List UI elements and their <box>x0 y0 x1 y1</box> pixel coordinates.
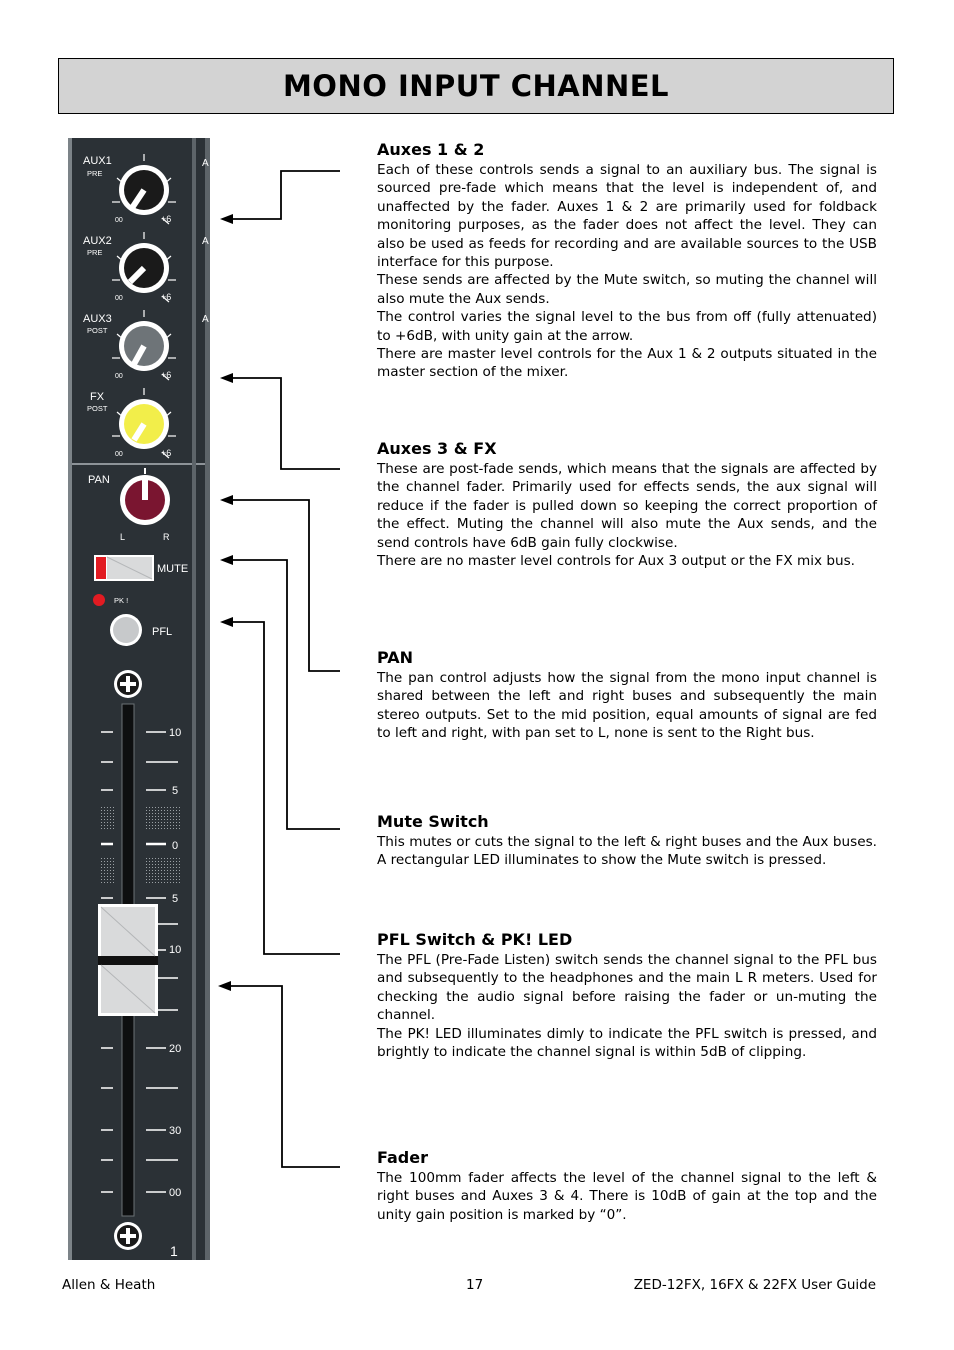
section-pfl-switch <box>377 930 877 1061</box>
pan-left-label: L <box>120 532 126 542</box>
section-paragraph: The 100mm fader affects the level of the channel signal to the left & right buses and Auxes 3 & 4. There is 10dB of gain at the top and the unity gain position is marked by “0”. <box>377 1170 877 1223</box>
section-title: Mute Switch <box>377 812 489 831</box>
footer-page-number: 17 <box>466 1277 484 1293</box>
aux3-min: 00 <box>115 373 123 380</box>
aux1-sub-label: PRE <box>87 169 103 178</box>
fader-scale-label: 10 <box>169 944 182 956</box>
section-title: PAN <box>377 648 414 667</box>
section-title: Auxes 3 & FX <box>377 439 497 458</box>
pk-label: PK ! <box>114 596 129 605</box>
fx-label: FX <box>90 391 105 403</box>
section-title: Fader <box>377 1148 428 1167</box>
aux2-sub-label: PRE <box>87 248 103 257</box>
fx-sub-label: POST <box>87 404 108 413</box>
aux1-label: AUX1 <box>83 155 112 167</box>
section-title: Auxes 1 & 2 <box>377 140 485 159</box>
aux2-label: AUX2 <box>83 235 112 247</box>
fader-scale-label: 10 <box>169 727 182 739</box>
fader-scale-label: 0 <box>172 840 179 852</box>
fader-cap[interactable] <box>98 904 158 1016</box>
fx-min: 00 <box>115 451 123 458</box>
pan-label: PAN <box>88 474 110 486</box>
svg-text:A: A <box>202 314 209 325</box>
section-paragraph: These sends are affected by the Mute switch, so muting the channel will also mute the Aux sends. <box>377 272 877 307</box>
section-paragraph: The PFL (Pre-Fade Listen) switch sends the channel signal to the PFL bus and subsequently to the headphones and the main L R meters. Used for checking the audio signal before raising the fader or un-muting the channel. <box>377 952 877 1024</box>
section-paragraph: These are post-fade sends, which means that the signals are affected by the channel fader. Primarily used for effects sends, the aux signal will reduce if the fader is pulled down so keeping the correct proportion of the effect. Muting the channel will also mute the Aux sends, and the send controls have 6dB gain fully clockwise. <box>377 461 877 551</box>
fader-scale-label: 5 <box>172 785 179 797</box>
svg-text:A: A <box>202 236 209 247</box>
fader-scale-label: 5 <box>172 893 179 905</box>
pan-right-label: R <box>163 532 170 542</box>
screw-bottom-icon <box>114 1222 142 1250</box>
aux3-sub-label: POST <box>87 326 108 335</box>
page-footer <box>62 1277 876 1295</box>
mute-label: MUTE <box>157 563 189 575</box>
page-title: MONO INPUT CHANNEL <box>282 69 670 103</box>
section-auxes-1-2 <box>377 140 877 382</box>
screw-top-icon <box>114 670 142 698</box>
mute-switch[interactable] <box>94 555 154 581</box>
aux3-max: +6 <box>161 370 172 380</box>
section-title: PFL Switch & PK! LED <box>377 930 573 949</box>
aux1-min: 00 <box>115 217 123 224</box>
section-pan <box>377 648 877 743</box>
pfl-label: PFL <box>152 626 173 638</box>
fader-scale-label: 00 <box>169 1187 182 1199</box>
fx-max: +6 <box>161 448 172 458</box>
section-paragraph: This mutes or cuts the signal to the left & right buses and the Aux buses. A rectangular LED illuminates to show the Mute switch is pressed. <box>377 834 877 869</box>
section-paragraph: The pan control adjusts how the signal from the mono input channel is shared between the left and right buses and subsequently the main stereo outputs. Set to the mid position, equal amounts of signal are fed to left and right, with pan set to L, none is sent to the Right bus. <box>377 670 877 742</box>
section-paragraph: The PK! LED illuminates dimly to indicate the PFL switch is pressed, and brightly to indicate the channel signal is within 5dB of clipping. <box>377 1025 877 1061</box>
footer-company: Allen & Heath <box>62 1277 156 1293</box>
channel-number: 1 <box>170 1243 178 1259</box>
pk-led <box>93 594 105 606</box>
aux2-min: 00 <box>115 295 123 302</box>
fader-scale-label: 30 <box>169 1125 182 1137</box>
section-paragraph: The control varies the signal level to the bus from off (fully attenuated) to +6dB, with unity gain at the arrow. <box>377 309 877 344</box>
footer-guide-title: ZED-12FX, 16FX & 22FX User Guide <box>633 1277 876 1293</box>
section-mute-switch <box>377 812 877 870</box>
page-title-box <box>58 58 894 114</box>
aux2-max: +6 <box>161 292 172 302</box>
aux3-label: AUX3 <box>83 313 112 325</box>
fader-scale-label: 20 <box>169 1043 182 1055</box>
section-fader <box>377 1148 877 1224</box>
section-paragraph: There are master level controls for the Aux 1 & 2 outputs situated in the master section of the mixer. <box>377 346 877 381</box>
section-paragraph: Each of these controls sends a signal to an auxiliary bus. The signal is sourced pre-fade which means that the level is independent of, and unaffected by the fader. Auxes 1 & 2 are primarily used for foldback monitoring purposes, as the fader does not affect the level. They can also be used as feeds for recording and are available sources to the USB interface for this purpose. <box>377 162 877 271</box>
aux1-max: +6 <box>161 214 172 224</box>
channel-strip-illustration <box>68 138 210 1260</box>
svg-text:A: A <box>202 158 209 169</box>
section-auxes-3-fx <box>377 439 877 570</box>
pfl-switch[interactable] <box>110 614 142 646</box>
section-paragraph: There are no master level controls for Aux 3 output or the FX mix bus. <box>377 553 856 570</box>
